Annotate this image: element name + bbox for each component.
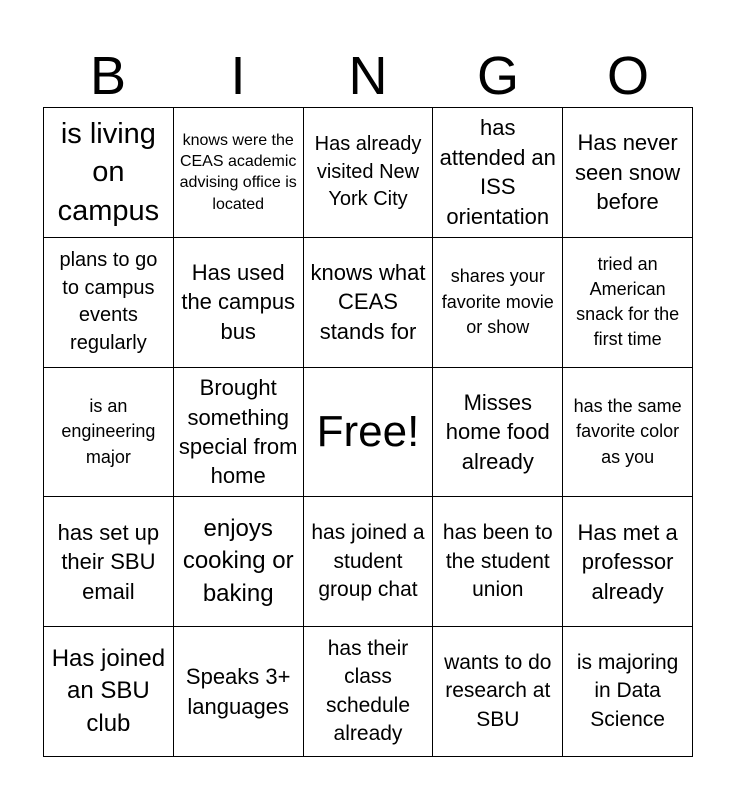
bingo-cell-r4-c4[interactable] [433,497,563,627]
cell-text: is an engineering major [61,396,156,467]
bingo-header [43,44,693,108]
bingo-cell-r2-c3[interactable] [304,238,434,368]
bingo-cell-r2-c5[interactable] [563,238,693,368]
header-letter-o: O [606,46,649,106]
bingo-cell-r3-c4[interactable] [433,368,563,498]
cell-text: is living on campus [57,118,160,227]
cell-text: wants to do research at SBU [444,650,552,731]
bingo-board [43,107,693,757]
bingo-cell-r5-c5[interactable] [563,627,693,757]
bingo-cell-r4-c5[interactable] [563,497,693,627]
bingo-cell-r4-c2[interactable] [174,497,304,627]
cell-text: has joined a student group chat [311,520,425,602]
bingo-cell-r5-c1[interactable] [44,627,174,757]
bingo-cell-r5-c3[interactable] [304,627,434,757]
cell-text: knows were the CEAS academic advising office is located [179,131,297,213]
bingo-cell-r4-c3[interactable] [304,497,434,627]
header-letter-b: B [89,46,127,106]
header-letter-n: N [348,46,388,106]
bingo-cell-r3-c5[interactable] [563,368,693,498]
cell-text: Has joined an SBU club [51,644,166,737]
cell-text: Has already visited New York City [314,133,422,211]
bingo-cell-r1-c4[interactable] [433,108,563,238]
bingo-cell-r2-c1[interactable] [44,238,174,368]
cell-text: has set up their SBU email [57,519,160,604]
cell-text: Has used the campus bus [181,259,296,344]
bingo-cell-r3-c2[interactable] [174,368,304,498]
cell-text: tried an American snack for the first time [576,253,680,350]
cell-text: is majoring in Data Science [576,650,679,731]
bingo-cell-r5-c2[interactable] [174,627,304,757]
cell-text: shares your favorite movie or show [441,266,554,337]
cell-text: Misses home food already [445,389,550,474]
cell-text: has the same favorite color as you [573,396,682,467]
cell-text: has their class schedule already [325,636,411,746]
bingo-cell-r1-c2[interactable] [174,108,304,238]
bingo-cell-r4-c1[interactable] [44,497,174,627]
header-letter-i: I [230,46,246,106]
bingo-cell-r1-c5[interactable] [563,108,693,238]
free-space[interactable] [304,368,434,498]
bingo-cell-r5-c4[interactable] [433,627,563,757]
cell-text: Has never seen snow before [575,130,681,215]
bingo-cell-r1-c3[interactable] [304,108,434,238]
bingo-cell-r2-c4[interactable] [433,238,563,368]
bingo-cell-r3-c1[interactable] [44,368,174,498]
bingo-cell-r2-c2[interactable] [174,238,304,368]
cell-text: Speaks 3+ languages [185,664,291,719]
header-letter-g: G [476,46,519,106]
cell-text: Has met a professor already [577,519,678,604]
cell-text: has been to the student union [442,520,553,602]
cell-text: has attended an ISS orientation [439,115,556,229]
cell-text: knows what CEAS stands for [310,259,426,344]
cell-text: enjoys cooking or baking [182,514,294,608]
cell-text: plans to go to campus events regularly [59,249,158,354]
bingo-cell-r1-c1[interactable] [44,108,174,238]
free-text: Free! [316,406,420,456]
cell-text: Brought something special from home [178,375,298,489]
